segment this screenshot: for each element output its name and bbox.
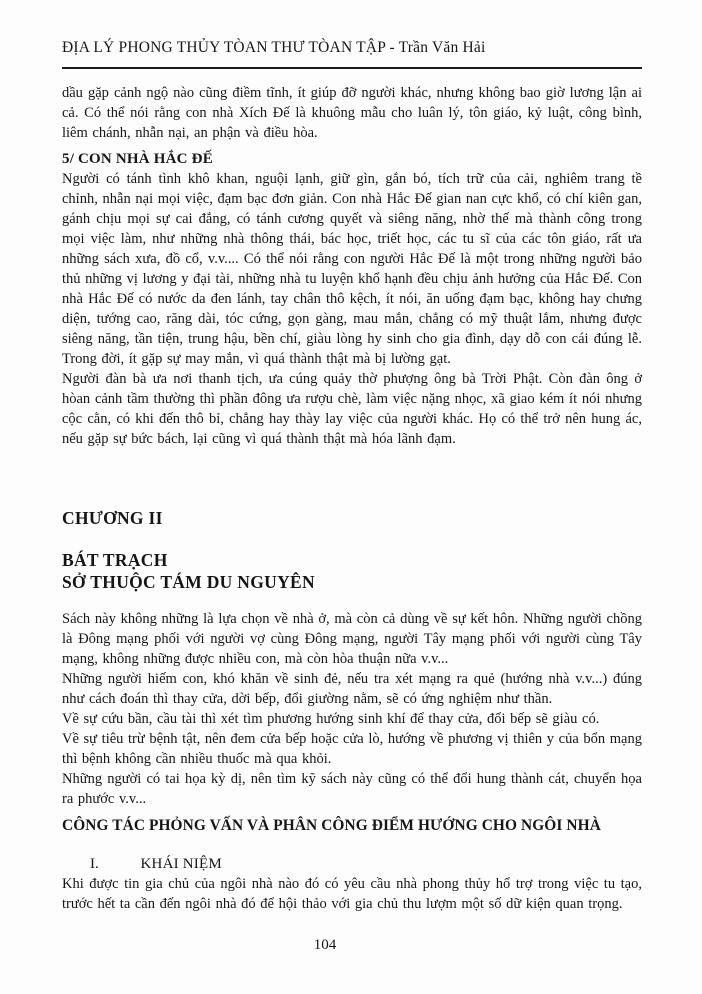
section-body-paragraph-1: Người có tánh tình khô khan, nguội lạnh, giữ gìn, gắn bó, tích trữ của cải, nghiêm trang tề chỉnh, nhẫn nại mọi việc, đạm bạc đơn giản. Con nhà Hắc Đế gian nan cực khổ, có chí kiên gan, gánh chịu mọi sự cai đắng, có tánh cương quyết và siêng năng, nhờ thế mà thành công trong mọi việc làm, như những nhà thông thái, bác học, triết học, các tu sĩ của các tôn giáo, rất ưa những sách xưa, đồ cổ, v.v.... Có thể nói rằng con người Hắc Đế là một trong những người bảo thủ những vị lương y đại tài, những nhà tu luyện khổ hạnh đều chịu ảnh hưởng của Hắc Đế. Con nhà Hắc Đế có nước da đen lánh, tay chân thô kệch, ít nói, ăn uống đạm bạc, không hay chưng diện, tướng cao, răng dài, tóc cứng, gọn gàng, mau mắn, chẳng có mỹ thuật lắm, nhưng được siêng năng, tần tiện, trung hậu, bền chí, giàu lòng hy sinh cho gia đình, dạy dỗ con cái đúng lễ. Trong đời, ít gặp sự may mắn, vì quá thành thật mà bị lường gạt.: [62, 171, 642, 367]
header-divider: [62, 67, 642, 69]
chapter-paragraph: Về sự cứu bần, cầu tài thì xét tìm phương hướng sinh khí để thay cửa, đổi bếp sẽ giàu có.: [62, 711, 600, 727]
survey-item-title: KHÁI NIỆM: [140, 856, 222, 872]
survey-section-heading: CÔNG TÁC PHỎNG VẤN VÀ PHÂN CÔNG ĐIỂM HƯỚNG CHO NGÔI NHÀ: [62, 817, 601, 834]
chapter-title: [62, 549, 642, 593]
page-number: 104: [313, 937, 337, 953]
section-heading-hac-de: 5/ CON NHÀ HẮC ĐẾ: [62, 151, 213, 167]
survey-item-number: I.: [90, 856, 99, 872]
survey-body-paragraph: Khi được tin gia chủ của ngôi nhà nào đó có yêu cầu nhà phong thủy hổ trợ trong việc tu tạo, trước hết ta cần đến ngôi nhà đó để hội thảo với gia chủ thu lượm một số dữ kiện quan trọng.: [62, 876, 642, 912]
chapter-paragraph: Những người có tai họa kỳ dị, nên tìm kỹ sách này cũng có thể đổi hung thành cát, chuyển họa ra phước v.v...: [62, 771, 642, 807]
section-body-paragraph-2: Người đàn bà ưa nơi thanh tịch, ưa cúng quảy thờ phượng ông bà Trời Phật. Còn đàn ông ở hòan cảnh tầm thường thì phần đông ưa rượu chè, làm việc nặng nhọc, xã giao kém ít nói nhưng cộc cằn, có khi đến thô bỉ, chẳng hay thày lay việc của người khác. Họ có thể trở nên hung ác, nếu gặp sự bức bách, lại cũng vì quá thành thật mà hóa lãnh đạm.: [62, 371, 642, 447]
chapter-body: [62, 609, 642, 809]
page-header-title: ĐỊA LÝ PHONG THỦY TÒAN THƯ TÒAN TẬP - Trần Văn Hải: [62, 39, 486, 56]
chapter-paragraph: Sách này không những là lựa chọn về nhà ở, mà còn cả dùng về sự kết hôn. Những người chồng là Đông mạng phối với người vợ cùng Đông mạng, người Tây mạng phối với người cùng Tây mạng, không những được nhiều con, mà còn hòa thuận nữa v.v...: [62, 611, 642, 667]
chapter-title-line-1: BÁT TRẠCH: [62, 550, 168, 570]
chapter-paragraph: Những người hiếm con, khó khăn về sinh đẻ, nếu tra xét mạng ra quẻ (hướng nhà v.v...) đúng như cách đoán thì thay cửa, dời bếp, đổi giường nằm, sẽ có ứng nghiệm như thần.: [62, 671, 642, 707]
intro-paragraph: dầu gặp cảnh ngộ nào cũng điềm tĩnh, ít giúp đỡ người khác, nhưng không bao giờ lương lận ai cả. Có thể nói rằng con nhà Xích Đế là khuông mẫu cho luân lý, tôn giáo, kỷ luật, công bình, liêm chánh, nhẫn nại, an phận và điều hòa.: [62, 85, 642, 141]
chapter-title-line-2: SỞ THUỘC TÁM DU NGUYÊN: [62, 572, 315, 592]
survey-item-line: [62, 854, 642, 874]
chapter-label: CHƯƠNG II: [62, 508, 163, 528]
chapter-paragraph: Về sự tiêu trừ bệnh tật, nên đem cửa bếp hoặc cửa lò, hướng về phương vị thiên y của bổn mạng thì bệnh không cần nhiều thuốc mà qua khỏi.: [62, 731, 642, 767]
